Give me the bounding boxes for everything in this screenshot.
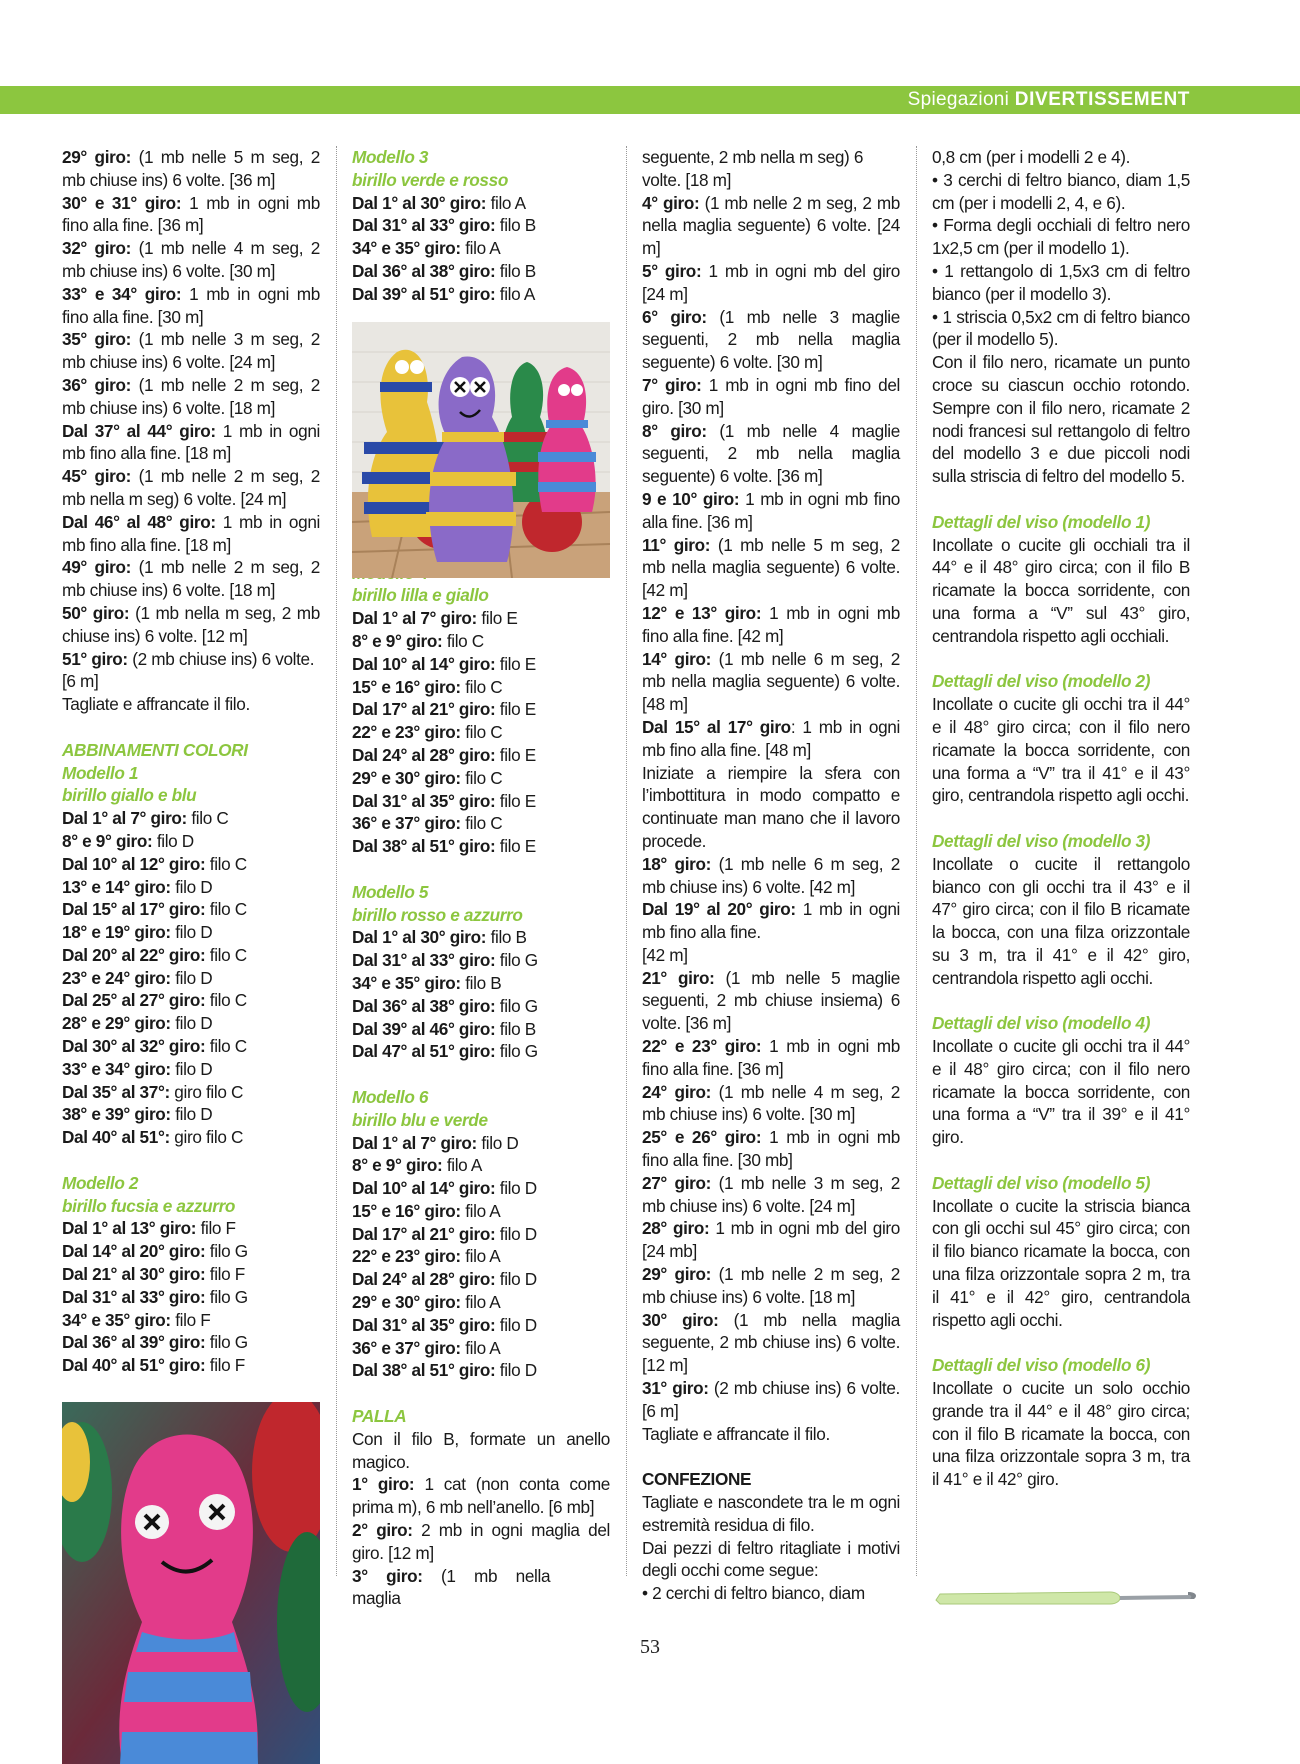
face-detail-title-6: Dettagli del viso (modello 6) [932, 1355, 1151, 1376]
felt-item-5: • 1 striscia 0,5x2 cm di feltro bianco (per il modello 5). [932, 306, 1190, 350]
list-item: Dal 15° al 17° giro: filo C [62, 899, 247, 920]
list-item: Dal 36° al 38° giro: filo G [352, 995, 538, 1016]
model-6-title: Modello 6 [352, 1086, 429, 1107]
model-5-list [352, 926, 610, 1063]
list-item: Dal 30° al 32° giro: filo C [62, 1036, 247, 1057]
palla-round-11: 11° giro: (1 mb nelle 5 m seg, 2 mb nella maglia seguente) 6 volte. [42 m] [642, 534, 900, 601]
palla-round-3-cont: seguente, 2 mb nella m seg) 6 volte. [18 m] [642, 147, 864, 190]
list-item: Dal 10° al 14° giro: filo D [352, 1178, 537, 1199]
round-50: 50° giro: (1 mb nella m seg, 2 mb chiuse ins) 6 volte. [12 m] [62, 602, 320, 646]
list-item: 34° e 35° giro: filo A [352, 238, 501, 259]
list-item: Dal 17° al 21° giro: filo E [352, 699, 536, 720]
palla-round-19-20-count: [42 m] [642, 944, 688, 965]
column-4 [932, 146, 1190, 1491]
model-5-subtitle: birillo rosso e azzurro [352, 904, 523, 925]
list-item: Dal 17° al 21° giro: filo D [352, 1223, 537, 1244]
palla-round-22-23: 22° e 23° giro: 1 mb in ogni mb fino alla fine. [36 m] [642, 1036, 900, 1079]
palla-round-14: 14° giro: (1 mb nelle 6 m seg, 2 mb nella maglia seguente) 6 volte. [48 m] [642, 648, 900, 715]
face-detail-title-3: Dettagli del viso (modello 3) [932, 830, 1151, 851]
section-title-palla: PALLA [352, 1406, 407, 1427]
face-detail-title-1: Dettagli del viso (modello 1) [932, 511, 1151, 532]
palla-round-15-17: Dal 15° al 17° giro: 1 mb in ogni mb fino alla fine. [48 m] [642, 716, 900, 760]
list-item: Dal 1° al 13° giro: filo F [62, 1218, 236, 1239]
model-1-title: Modello 1 [62, 762, 139, 783]
palla-round-8: 8° giro: (1 mb nelle 4 maglie seguenti, 2 mb nella maglia seguente) 6 volte. [36 m] [642, 420, 900, 487]
list-item: Dal 10° al 14° giro: filo E [352, 653, 536, 674]
round-49: 49° giro: (1 mb nelle 2 m seg, 2 mb chiuse ins) 6 volte. [18 m] [62, 557, 320, 601]
list-item: Dal 39° al 51° giro: filo A [352, 283, 535, 304]
list-item: Dal 21° al 30° giro: filo F [62, 1264, 245, 1285]
list-item: 15° e 16° giro: filo C [352, 676, 503, 697]
palla-round-1: 1° giro: 1 cat (non conta come prima m), 6 mb nell’anello. [6 mb] [352, 1474, 611, 1518]
list-item: 36° e 37° giro: filo A [352, 1337, 501, 1358]
list-item: Dal 35° al 37°: giro filo C [62, 1081, 244, 1102]
round-29: 29° giro: (1 mb nelle 5 m seg, 2 mb chiuse ins) 6 volte. [36 m] [62, 147, 320, 190]
palla-round-21: 21° giro: (1 mb nelle 5 maglie seguenti, 2 mb chiuse insiema) 6 volte. [36 m] [642, 967, 900, 1034]
palla-round-5: 5° giro: 1 mb in ogni mb del giro [24 m] [642, 260, 900, 304]
list-item: Dal 1° al 7° giro: filo E [352, 608, 518, 629]
list-item: Dal 40° al 51°: giro filo C [62, 1127, 244, 1148]
palla-round-28: 28° giro: 1 mb in ogni mb del giro [24 mb] [642, 1218, 900, 1262]
model-2-title: Modello 2 [62, 1172, 139, 1193]
palla-round-29: 29° giro: (1 mb nelle 2 m seg, 2 mb chiuse ins) 6 volte. [18 m] [642, 1264, 900, 1307]
face-detail-text-1: Incollate o cucite gli occhiali tra il 44° e il 48° giro circa; con il filo B ricamate la bocca sorridente, con una forma a “V” sul 43° giro, centrandola rispetto agli occhiali. [932, 534, 1190, 646]
list-item: 36° e 37° giro: filo C [352, 813, 503, 834]
model-1-subtitle: birillo giallo e blu [62, 785, 197, 806]
felt-item-3: • Forma degli occhiali di feltro nero 1x2,5 cm (per il modello 1). [932, 215, 1190, 259]
page-number: 53 [640, 1636, 660, 1658]
palla-round-6: 6° giro: (1 mb nelle 3 maglie seguenti, 2 mb nella maglia seguente) 6 volte. [30 m] [642, 306, 900, 373]
list-item: Dal 47° al 51° giro: filo G [352, 1041, 538, 1062]
column-divider [916, 146, 917, 1576]
list-item: Dal 14° al 20° giro: filo G [62, 1241, 248, 1262]
face-detail-text-6: Incollate o cucite un solo occhio grande tra il 44° e il 48° giro circa; con il filo B ricamate la bocca, con una filza orizzontale sopra 3 m, tra il 41° e il 42° giro. [932, 1378, 1190, 1490]
felt-item-2: • 3 cerchi di feltro bianco, diam 1,5 cm (per i modelli 2, 4, e 6). [932, 169, 1190, 213]
column-divider [336, 146, 337, 1576]
photo-pink-skittle [62, 1402, 320, 1764]
list-item: 33° e 34° giro: filo D [62, 1058, 213, 1079]
model-4-subtitle: birillo lilla e giallo [352, 585, 489, 606]
list-item: 34° e 35° giro: filo B [352, 972, 502, 993]
list-item: 29° e 30° giro: filo A [352, 1292, 501, 1313]
list-item: Dal 38° al 51° giro: filo E [352, 836, 536, 857]
model-3-title: Modello 3 [352, 147, 429, 167]
list-item: Dal 1° al 7° giro: filo C [62, 808, 229, 829]
list-item: Dal 31° al 35° giro: filo D [352, 1314, 537, 1335]
round-36: 36° giro: (1 mb nelle 2 m seg, 2 mb chiuse ins) 6 volte. [18 m] [62, 374, 320, 418]
column-divider [626, 146, 627, 1576]
palla-round-7: 7° giro: 1 mb in ogni mb fino del giro. [30 m] [642, 374, 901, 418]
felt-item-4: • 1 rettangolo di 1,5x3 cm di feltro bianco (per il modello 3). [932, 260, 1190, 304]
palla-round-19-20: Dal 19° al 20° giro: 1 mb in ogni mb fino alla fine. [642, 899, 900, 943]
list-item: Dal 1° al 30° giro: filo B [352, 927, 527, 948]
model-6-list [352, 1132, 610, 1383]
list-item: 13° e 14° giro: filo D [62, 876, 213, 897]
list-item: Dal 40° al 51° giro: filo F [62, 1355, 245, 1376]
list-item: 22° e 23° giro: filo A [352, 1246, 501, 1267]
section-title-confezione: CONFEZIONE [642, 1469, 752, 1490]
list-item: Dal 10° al 12° giro: filo C [62, 853, 247, 874]
face-detail-text-3: Incollate o cucite il rettangolo bianco con gli occhi tra il 43° e il 47° giro circa; con il filo B ricamate la bocca, con una filza orizzontale su 3 m, tra il 41° e il 42° giro, centrandola rispetto agli occhi. [932, 853, 1190, 988]
list-item: Dal 38° al 51° giro: filo D [352, 1360, 537, 1381]
model-3-list [352, 192, 610, 306]
model-1-list [62, 807, 320, 1149]
round-45: 45° giro: (1 mb nelle 2 m seg, 2 mb nella m seg) 6 volte. [24 m] [62, 466, 320, 509]
list-item: Dal 31° al 33° giro: filo G [62, 1286, 248, 1307]
list-item: 8° e 9° giro: filo D [62, 830, 194, 851]
column-1 [62, 146, 320, 1377]
confezione-text-1: Tagliate e nascondete tra le m ogni estremità residua di filo. [642, 1492, 900, 1535]
palla-round-25-26: 25° e 26° giro: 1 mb in ogni mb fino alla fine. [30 mb] [642, 1127, 900, 1171]
face-detail-title-5: Dettagli del viso (modello 5) [932, 1172, 1151, 1193]
model-2-subtitle: birillo fucsia e azzurro [62, 1195, 236, 1216]
column-3 [642, 146, 900, 1605]
list-item: 15° e 16° giro: filo A [352, 1200, 501, 1221]
palla-round-18: 18° giro: (1 mb nelle 6 m seg, 2 mb chiuse ins) 6 volte. [42 m] [642, 853, 900, 897]
list-item: 23° e 24° giro: filo D [62, 967, 213, 988]
model-6-subtitle: birillo blu e verde [352, 1109, 488, 1130]
model-3-subtitle: birillo verde e rosso [352, 169, 508, 190]
palla-round-12-13: 12° e 13° giro: 1 mb in ogni mb fino alla fine. [42 m] [642, 602, 900, 646]
list-item: 22° e 23° giro: filo C [352, 722, 503, 743]
header-title: Spiegazioni DIVERTISSEMENT [907, 89, 1190, 110]
list-item: Dal 20° al 22° giro: filo C [62, 944, 247, 965]
palla-round-31: 31° giro: (2 mb chiuse ins) 6 volte. [6 m] [642, 1378, 900, 1421]
closing-text-palla: Tagliate e affrancate il filo. [642, 1423, 830, 1444]
model-4-list [352, 607, 610, 858]
list-item: Dal 31° al 35° giro: filo E [352, 790, 536, 811]
face-detail-text-2: Incollate o cucite gli occhi tra il 44° e il 48° giro circa; con il filo nero ricamate la bocca sorridente, con una forma a “V” tra il 41° e il 43° giro, centrandola rispetto agli occhi. [932, 694, 1190, 806]
round-37-44: Dal 37° al 44° giro: 1 mb in ogni mb fino alla fine. [18 m] [62, 420, 320, 464]
list-item: 8° e 9° giro: filo A [352, 1155, 482, 1176]
round-35: 35° giro: (1 mb nelle 3 m seg, 2 mb chiuse ins) 6 volte. [24 m] [62, 329, 320, 373]
face-detail-title-4: Dettagli del viso (modello 4) [932, 1013, 1151, 1034]
closing-text: Tagliate e affrancate il filo. [62, 694, 250, 715]
list-item: 28° e 29° giro: filo D [62, 1013, 213, 1034]
round-32: 32° giro: (1 mb nelle 4 m seg, 2 mb chiuse ins) 6 volte. [30 m] [62, 238, 320, 281]
list-item: Dal 36° al 38° giro: filo B [352, 260, 536, 281]
list-item: 8° e 9° giro: filo C [352, 630, 484, 651]
confezione-text-3: • 2 cerchi di feltro bianco, diam [642, 1583, 865, 1604]
palla-round-3: 3° giro: (1 mb nella maglia [352, 1565, 551, 1609]
palla-round-24: 24° giro: (1 mb nelle 4 m seg, 2 mb chiuse ins) 6 volte. [30 m] [642, 1081, 900, 1125]
round-51: 51° giro: (2 mb chiuse ins) 6 volte. [6 m] [62, 648, 315, 692]
stuffing-text: Iniziate a riempire la sfera con l’imbottitura in modo compatto e continuate man mano che il lavoro procede. [642, 762, 900, 851]
palla-round-30: 30° giro: (1 mb nella maglia seguente, 2 mb chiuse ins) 6 volte. [12 m] [642, 1309, 900, 1376]
palla-round-9-10: 9 e 10° giro: 1 mb in ogni mb fino alla fine. [36 m] [642, 488, 900, 532]
crochet-hook-image [930, 1582, 1200, 1612]
list-item: Dal 24° al 28° giro: filo E [352, 744, 536, 765]
confezione-text-2: Dai pezzi di feltro ritagliate i motivi degli occhi come segue: [642, 1537, 900, 1581]
list-item: Dal 24° al 28° giro: filo D [352, 1269, 537, 1290]
list-item: Dal 39° al 46° giro: filo B [352, 1018, 536, 1039]
model-2-list [62, 1217, 320, 1377]
list-item: Dal 1° al 30° giro: filo A [352, 192, 526, 213]
section-title-abbinamenti: ABBINAMENTI COLORI [62, 739, 248, 760]
list-item: Dal 25° al 27° giro: filo C [62, 990, 247, 1011]
face-detail-title-2: Dettagli del viso (modello 2) [932, 671, 1151, 692]
model-5-title: Modello 5 [352, 881, 429, 902]
round-46-48: Dal 46° al 48° giro: 1 mb in ogni mb fino alla fine. [18 m] [62, 511, 320, 555]
list-item: Dal 36° al 39° giro: filo G [62, 1332, 248, 1353]
list-item: 34° e 35° giro: filo F [62, 1309, 211, 1330]
list-item: Dal 1° al 7° giro: filo D [352, 1132, 519, 1153]
list-item: 38° e 39° giro: filo D [62, 1104, 213, 1125]
palla-round-4: 4° giro: (1 mb nelle 2 m seg, 2 mb nella maglia seguente) 6 volte. [24 m] [642, 192, 900, 259]
round-33-34: 33° e 34° giro: 1 mb in ogni mb fino alla fine. [30 m] [62, 283, 320, 327]
round-30-31: 30° e 31° giro: 1 mb in ogni mb fino alla fine. [36 m] [62, 192, 320, 236]
face-detail-text-4: Incollate o cucite gli occhi tra il 44° e il 48° giro circa; con il filo nero ricamate la bocca sorridente, con una forma a “V” tra il 39° e il 41° giro. [932, 1036, 1190, 1148]
list-item: Dal 31° al 33° giro: filo G [352, 950, 538, 971]
list-item: 29° e 30° giro: filo C [352, 767, 503, 788]
felt-item-1-cont: 0,8 cm (per i modelli 2 e 4). [932, 147, 1131, 167]
palla-intro: Con il filo B, formate un anello magico. [352, 1428, 610, 1472]
palla-round-2: 2° giro: 2 mb in ogni maglia del giro. [12 m] [352, 1520, 610, 1563]
palla-round-27: 27° giro: (1 mb nelle 3 m seg, 2 mb chiuse ins) 6 volte. [24 m] [642, 1172, 900, 1216]
photo-skittles-group [352, 322, 610, 578]
face-detail-text-5: Incollate o cucite la striscia bianca con gli occhi sul 45° giro circa; con il filo bianco ricamate la bocca, con una filza orizzontale sopra 2 m, tra il 41° e il 42° giro, centrandola rispetto agli occhi. [932, 1195, 1190, 1330]
embroidery-text: Con il filo nero, ricamate un punto croce su ciascun occhio rotondo. Sempre con il filo nero, ricamate 2 nodi francesi sul rettangolo di feltro del modello 3 e due piccoli nodi sulla striscia di feltro del modello 5. [932, 352, 1190, 487]
list-item: Dal 31° al 33° giro: filo B [352, 215, 536, 236]
list-item: 18° e 19° giro: filo D [62, 922, 213, 943]
